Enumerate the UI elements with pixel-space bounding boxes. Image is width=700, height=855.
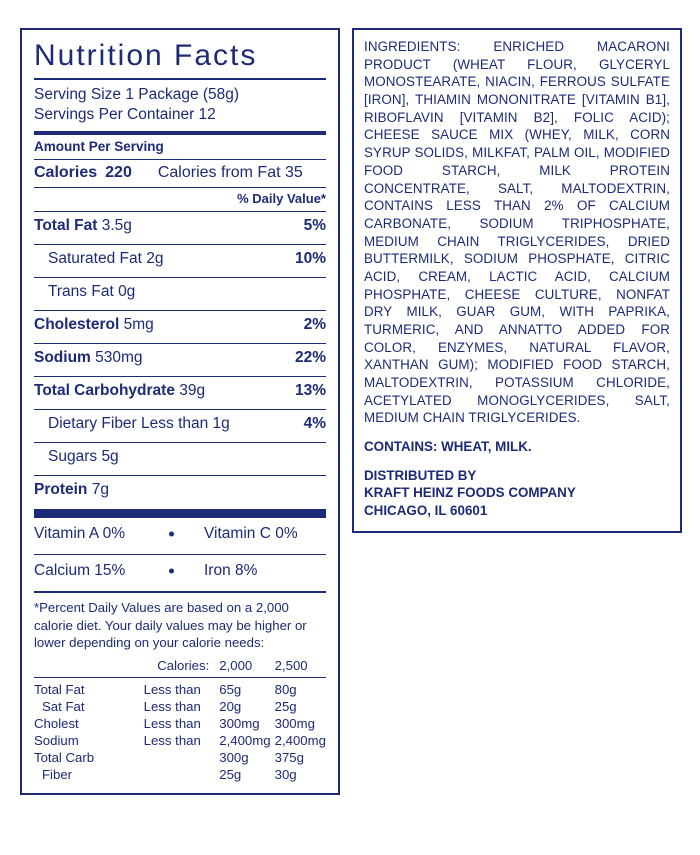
vitamin-a-label: Vitamin A 0% — [34, 525, 126, 543]
company-name: KRAFT HEINZ FOODS COMPANY — [364, 485, 576, 501]
dv-cell: 25g — [219, 766, 242, 782]
nutrient-pct: 22% — [294, 349, 326, 367]
bullet-dot-icon — [169, 532, 174, 537]
nutrient-pct: 5% — [303, 217, 326, 235]
dv-header-2000: 2,000 — [219, 657, 253, 673]
calories-row — [34, 164, 326, 182]
nutrient-name: Protein — [34, 481, 88, 499]
nutrient-amount: 5g — [101, 448, 119, 466]
dv-cell: Sodium — [34, 732, 79, 748]
divider — [34, 159, 326, 160]
distributed-by-label: DISTRIBUTED BY — [364, 467, 477, 483]
dv-cell — [144, 749, 220, 766]
dv-cell: Sat Fat — [42, 698, 85, 714]
dv-cell — [144, 766, 220, 783]
company-city: CHICAGO, IL 60601 — [364, 502, 488, 518]
dv-cell: 2,400mg — [219, 732, 271, 748]
vitamin-a — [34, 525, 180, 543]
nutrient-name: Sodium — [34, 349, 91, 367]
nutrient-row-dietary-fiber — [34, 410, 326, 437]
daily-value-table — [34, 657, 326, 783]
bullet-dot-icon — [169, 569, 174, 574]
nutrient-name: Sugars — [48, 448, 98, 466]
calcium — [34, 562, 180, 580]
dv-cell: Less than — [143, 698, 201, 714]
dv-cell: 300mg — [219, 715, 260, 731]
dv-cell: Fiber — [42, 766, 73, 782]
calories-label: Calories — [34, 164, 98, 182]
nutrient-amount: 7g — [91, 481, 109, 499]
divider — [34, 131, 326, 135]
dv-cell: 25g — [274, 698, 297, 714]
dv-header-blank — [34, 657, 144, 675]
divider — [34, 509, 326, 518]
calories-from-fat: Calories from Fat 35 — [157, 164, 303, 182]
nutrient-amount: 530mg — [95, 349, 143, 367]
nutrient-amount: 0g — [118, 283, 136, 301]
daily-value-header: % Daily Value* — [237, 191, 326, 207]
divider — [34, 591, 326, 593]
ingredients-panel — [352, 28, 682, 533]
page-title: Nutrition Facts — [34, 39, 258, 72]
nutrient-row-total-carbohydrate — [34, 377, 326, 404]
dv-cell: 65g — [219, 681, 242, 697]
nutrient-amount: 5mg — [123, 316, 154, 334]
dv-cell: 375g — [274, 749, 304, 765]
nutrient-pct: 4% — [303, 415, 326, 433]
nutrient-row-trans-fat — [34, 278, 326, 305]
nutrient-pct: 10% — [294, 250, 326, 268]
nutrient-row-total-fat — [34, 212, 326, 239]
nutrition-facts-panel — [20, 28, 340, 795]
vitamin-row-1 — [34, 518, 326, 549]
table-row — [34, 749, 326, 766]
nutrient-name: Cholesterol — [34, 316, 120, 334]
calories-value: 220 — [105, 164, 132, 182]
serving-size: Serving Size 1 Package (58g) — [34, 85, 240, 103]
dv-cell: 20g — [219, 698, 242, 714]
nutrient-name: Saturated Fat — [48, 250, 142, 268]
nutrient-name: Total Carbohydrate — [34, 382, 175, 400]
nutrient-name: Dietary Fiber — [48, 415, 137, 433]
vitamin-row-2 — [34, 555, 326, 586]
dv-cell: Less than — [143, 732, 201, 748]
table-row — [34, 698, 326, 715]
vitamin-c: Vitamin C 0% — [204, 525, 298, 543]
dv-header-2500: 2,500 — [274, 657, 308, 673]
table-row — [34, 715, 326, 732]
nutrient-name: Total Fat — [34, 217, 98, 235]
nutrient-amount: Less than 1g — [141, 415, 230, 433]
ingredients-text: INGREDIENTS: ENRICHED MACARONI PRODUCT (WHEAT FLOUR, GLYCERYL MONOSTEARATE, NIACIN, FERROUS SULFATE [IRON], THIAMIN MONONITRATE [VITAMIN B1], RIBOFLAVIN [VITAMIN B2], FOLIC ACID); CHEESE SAUCE MIX (WHEY, MILK, CORN SYRUP SOLIDS, MILKFAT, PALM OIL, MODIFIED FOOD STARCH, MILK PROTEIN CONCENTRATE, SALT, MALTODEXTRIN, CONTAINS LESS THAN 2% OF CALCIUM CARBONATE, SODIUM TRIPHOSPHATE, MEDIUM CHAIN TRIGLYCERIDES, DRIED BUTTERMILK, SODIUM PHOSPHATE, CITRIC ACID, CREAM, LACTIC ACID, CALCIUM PHOSPHATE, CHEESE CULTURE, NONFAT DRY MILK, GUAR GUM, WITH PAPRIKA, TURMERIC, AND ANNATTO ADDED FOR COLOR, ENZYMES, NATURAL FLAVOR, XANTHAN GUM); MODIFIED FOOD STARCH, MALTODEXTRIN, POTASSIUM CHLORIDE, ACETYLATED MONOGLYCERIDES, SALT, MEDIUM CHAIN TRIGLYCERIDES. — [364, 39, 670, 426]
table-row — [34, 657, 326, 675]
dv-cell: Cholest — [34, 715, 79, 731]
nutrient-amount: 39g — [179, 382, 206, 400]
dv-cell: 2,400mg — [274, 732, 326, 748]
nutrient-row-cholesterol — [34, 311, 326, 338]
table-row — [34, 681, 326, 698]
dv-header-calories: Calories: — [157, 657, 210, 673]
amount-per-serving-label: Amount Per Serving — [34, 139, 164, 155]
nutrient-pct: 13% — [294, 382, 326, 400]
divider — [34, 187, 326, 188]
daily-value-footnote: *Percent Daily Values are based on a 2,000 calorie diet. Your daily values may be higher or lower depending on your calorie needs: — [34, 600, 307, 650]
dv-cell: Total Fat — [34, 681, 85, 697]
nutrient-pct: 2% — [303, 316, 326, 334]
nutrient-amount: 2g — [146, 250, 164, 268]
dv-cell: Less than — [143, 681, 201, 697]
nutrient-row-sugars — [34, 443, 326, 470]
servings-per-container: Servings Per Container 12 — [34, 106, 216, 124]
dv-cell: 30g — [274, 766, 297, 782]
dv-cell: 80g — [274, 681, 297, 697]
iron: Iron 8% — [204, 562, 258, 580]
divider — [34, 78, 326, 80]
table-row — [34, 732, 326, 749]
nutrient-row-sodium — [34, 344, 326, 371]
nutrient-row-saturated-fat — [34, 245, 326, 272]
calcium-label: Calcium 15% — [34, 562, 126, 580]
contains-allergens: CONTAINS: WHEAT, MILK. — [364, 439, 532, 455]
nutrient-row-protein — [34, 476, 326, 503]
dv-cell: 300g — [219, 749, 249, 765]
nutrient-name: Trans Fat — [48, 283, 114, 301]
table-row — [34, 766, 326, 783]
dv-cell: 300mg — [274, 715, 315, 731]
nutrient-amount: 3.5g — [101, 217, 132, 235]
dv-cell: Total Carb — [34, 749, 95, 765]
dv-cell: Less than — [143, 715, 201, 731]
